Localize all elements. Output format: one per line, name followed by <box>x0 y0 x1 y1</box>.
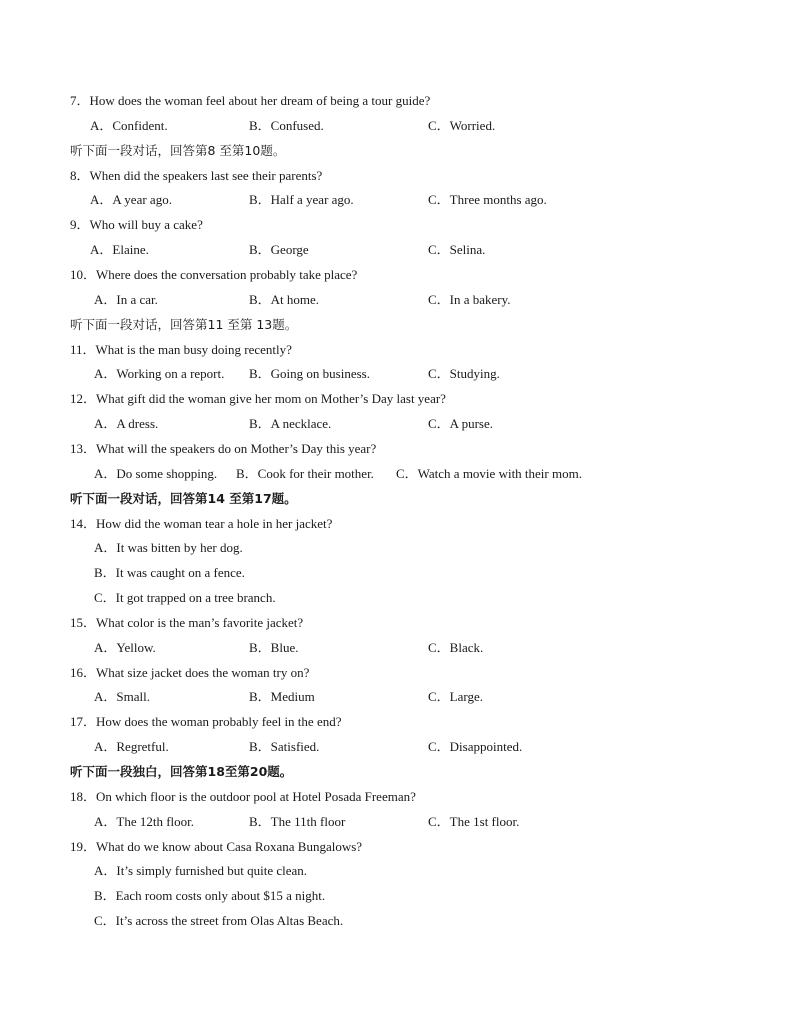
answer-options-row <box>0 687 794 707</box>
answer-options-row <box>0 240 794 260</box>
option-c: C．A purse. <box>428 416 494 432</box>
question-text: 13．What will the speakers do on Mother’s Day this year? <box>70 440 377 456</box>
option-c: C．Large. <box>428 689 483 705</box>
question-text: 17．How does the woman probably feel in the end? <box>70 714 342 730</box>
option-b: B．Medium <box>249 689 315 705</box>
answer-option-text: B．Each room costs only about $15 a night. <box>94 888 326 904</box>
answer-options-row <box>0 464 794 484</box>
option-b: B．A necklace. <box>249 416 332 432</box>
question-text: 7．How does the woman feel about her dream of being a tour guide? <box>70 93 431 108</box>
answer-option <box>0 563 794 583</box>
answer-options-row <box>0 116 794 136</box>
section-instruction: 听下面一段对话，回答第8 至第10题。 <box>70 142 286 158</box>
answer-option <box>0 911 794 931</box>
option-c: C．Black. <box>428 639 484 655</box>
question-text: 18．On which floor is the outdoor pool at Hotel Posada Freeman? <box>70 788 416 804</box>
answer-options-row <box>0 812 794 832</box>
question-text: 19．What do we know about Casa Roxana Bungalows? <box>70 838 363 854</box>
question-text: 11．What is the man busy doing recently? <box>70 341 292 357</box>
answer-option <box>0 886 794 906</box>
section-instruction: 听下面一段独白，回答第18至第20题。 <box>70 764 293 779</box>
option-a: A．In a car. <box>94 291 158 307</box>
answer-option-text: B．It was caught on a fence. <box>94 565 245 581</box>
question-text: 15．What color is the man’s favorite jacket? <box>70 614 304 630</box>
option-c: C．The 1st floor. <box>428 813 520 829</box>
option-a: A．Do some shopping. <box>94 465 218 481</box>
option-c: C．In a bakery. <box>428 291 511 307</box>
answer-options-row <box>0 737 794 757</box>
question-text: 10．Where does the conversation probably take place? <box>70 267 358 282</box>
answer-options-row <box>0 638 794 658</box>
question-text: 14．How did the woman tear a hole in her jacket? <box>70 515 333 531</box>
answer-options-row <box>0 414 794 434</box>
answer-options-row <box>0 290 794 310</box>
option-a: A．Elaine. <box>90 242 149 258</box>
option-c: C．Worried. <box>428 117 496 133</box>
option-a: A．Regretful. <box>94 739 169 755</box>
answer-option <box>0 538 794 558</box>
option-a: A．Yellow. <box>94 639 156 655</box>
option-a: A．The 12th floor. <box>94 813 195 829</box>
option-b: B．Cook for their mother. <box>236 465 374 481</box>
option-c: C．Selina. <box>428 242 486 258</box>
option-b: B．George <box>249 242 309 258</box>
answer-option-text: C．It’s across the street from Olas Altas Beach. <box>94 913 344 929</box>
option-c: C．Three months ago. <box>428 192 547 208</box>
option-c: C．Studying. <box>428 366 500 382</box>
section-instruction: 听下面一段对话，回答第11 至第 13题。 <box>70 316 298 332</box>
option-a: A．A year ago. <box>90 192 172 208</box>
option-b: B．The 11th floor <box>249 813 346 829</box>
answer-option <box>0 588 794 608</box>
option-b: B．At home. <box>249 291 320 307</box>
answer-option-text: A．It was bitten by her dog. <box>94 540 243 556</box>
option-a: A．A dress. <box>94 416 159 432</box>
option-b: B．Satisfied. <box>249 739 320 755</box>
option-b: B．Blue. <box>249 639 299 655</box>
option-a: A．Small. <box>94 689 150 705</box>
option-a: A．Working on a report. <box>94 366 225 382</box>
answer-option <box>0 861 794 881</box>
option-c: C．Disappointed. <box>428 739 523 755</box>
question-text: 16．What size jacket does the woman try on? <box>70 664 310 680</box>
question-text: 8．When did the speakers last see their parents? <box>70 167 323 183</box>
answer-options-row <box>0 364 794 384</box>
option-c: C．Watch a movie with their mom. <box>396 465 582 481</box>
answer-option-text: C．It got trapped on a tree branch. <box>94 590 276 605</box>
answer-options-row <box>0 190 794 210</box>
section-instruction: 听下面一段对话，回答第14 至第17题。 <box>70 490 297 506</box>
option-a: A．Confident. <box>90 117 168 133</box>
option-b: B．Confused. <box>249 117 324 133</box>
question-text: 9．Who will buy a cake? <box>70 217 203 233</box>
option-b: B．Going on business. <box>249 366 370 382</box>
option-b: B．Half a year ago. <box>249 192 354 208</box>
question-text: 12．What gift did the woman give her mom on Mother’s Day last year? <box>70 391 446 407</box>
answer-option-text: A．It’s simply furnished but quite clean. <box>94 863 308 879</box>
